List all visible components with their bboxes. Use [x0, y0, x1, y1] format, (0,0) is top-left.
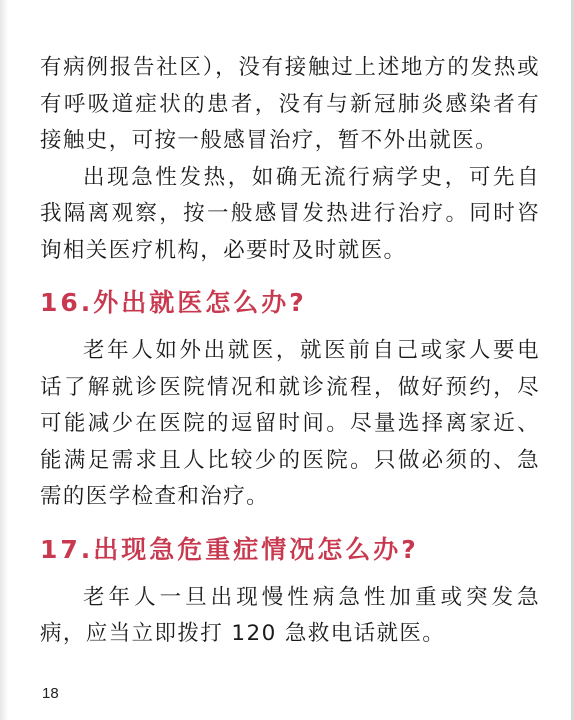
- section-heading-16: 16.外出就医怎么办?: [40, 288, 307, 317]
- page-number: 18: [42, 685, 59, 702]
- page-content: [40, 50, 540, 653]
- paragraph-continuation: 有病例报告社区），没有接触过上述地方的发热或有呼吸道症状的患者，没有与新冠肺炎感染者有接触史，可按一般感冒治疗，暂不外出就医。: [40, 55, 540, 153]
- section-body-17: 老年人一旦出现慢性病急性加重或突发急病，应当立即拨打 120 急救电话就医。: [40, 584, 540, 646]
- section-body-16: 老年人如外出就医，就医前自己或家人要电话了解就诊医院情况和就诊流程，做好预约，尽可能减少在医院的逗留时间。尽量选择离家近、能满足需求且人比较少的医院。只做必须的、急需的医学检查和治疗。: [40, 338, 540, 509]
- paragraph-fever-guidance: 出现急性发热，如确无流行病学史，可先自我隔离观察，按一般感冒发热进行治疗。同时咨询相关医疗机构，必要时及时就医。: [40, 164, 540, 263]
- section-heading-17: 17.出现急危重症情况怎么办?: [40, 534, 419, 564]
